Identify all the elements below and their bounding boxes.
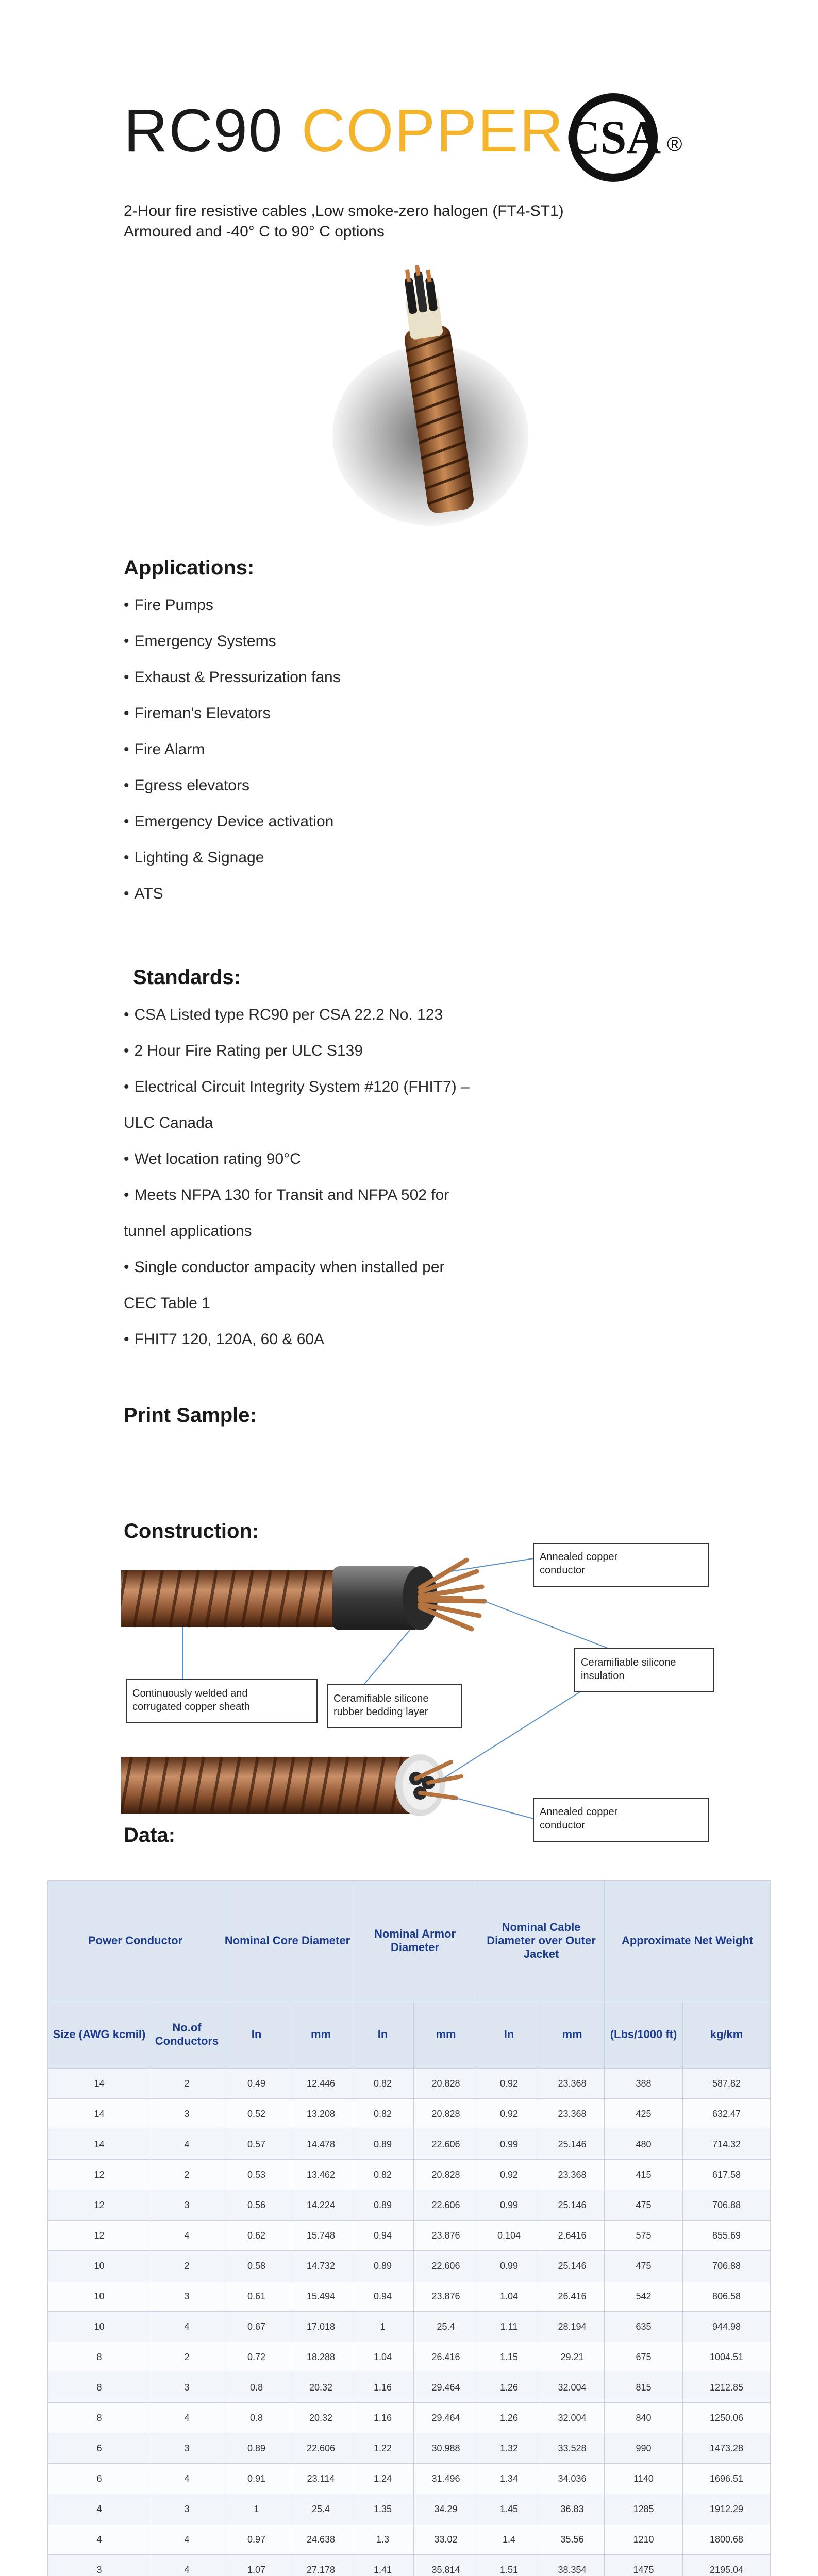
cell-cable-in: 0.99	[478, 2190, 540, 2221]
cell-size: 4	[48, 2494, 151, 2524]
cell-cable-in: 1.45	[478, 2494, 540, 2524]
cell-weight-kgkm: 617.58	[683, 2160, 771, 2190]
header-unit-mm: mm	[414, 2001, 478, 2069]
cell-weight-lbs: 635	[605, 2312, 683, 2342]
table-row	[48, 2342, 771, 2372]
callout-text: conductor	[540, 1565, 585, 1576]
cell-core-mm: 18.288	[290, 2342, 352, 2372]
header-power-conductor: Power Conductor	[48, 1881, 223, 2001]
cell-cable-in: 0.92	[478, 2069, 540, 2099]
cell-armor-in: 1.35	[352, 2494, 414, 2524]
cell-weight-kgkm: 1800.68	[683, 2524, 771, 2555]
cable-cutaway-upper	[121, 1560, 485, 1630]
cell-cable-in: 1.11	[478, 2312, 540, 2342]
product-subtitle	[124, 201, 564, 242]
cell-armor-in: 1.24	[352, 2464, 414, 2494]
cell-size: 14	[48, 2129, 151, 2160]
cell-weight-kgkm: 1004.51	[683, 2342, 771, 2372]
cell-cable-mm: 23.368	[540, 2069, 605, 2099]
cell-cable-in: 0.92	[478, 2099, 540, 2129]
cell-armor-mm: 22.606	[414, 2190, 478, 2221]
cell-core-in: 0.61	[223, 2281, 290, 2312]
list-item: • ATS	[124, 876, 341, 912]
callout-ceramifiable-insulation	[575, 1649, 714, 1692]
cell-core-in: 0.89	[223, 2433, 290, 2464]
cell-armor-mm: 31.496	[414, 2464, 478, 2494]
cell-weight-lbs: 388	[605, 2069, 683, 2099]
cell-weight-kgkm: 855.69	[683, 2221, 771, 2251]
table-row	[48, 2160, 771, 2190]
construction-heading: Construction:	[124, 1520, 259, 1543]
cell-weight-lbs: 1475	[605, 2555, 683, 2576]
cell-conductors: 4	[151, 2129, 223, 2160]
header-unit-mm: mm	[290, 2001, 352, 2069]
cell-core-mm: 12.446	[290, 2069, 352, 2099]
table-row	[48, 2129, 771, 2160]
cell-cable-in: 1.32	[478, 2433, 540, 2464]
cell-size: 6	[48, 2433, 151, 2464]
header-unit-kgkm: kg/km	[683, 2001, 771, 2069]
cell-armor-mm: 23.876	[414, 2221, 478, 2251]
cell-cable-mm: 23.368	[540, 2160, 605, 2190]
cell-weight-lbs: 990	[605, 2433, 683, 2464]
cell-conductors: 4	[151, 2403, 223, 2433]
standards-heading: Standards:	[133, 966, 241, 989]
cell-core-in: 0.67	[223, 2312, 290, 2342]
cell-weight-lbs: 480	[605, 2129, 683, 2160]
callout-text: conductor	[540, 1820, 585, 1831]
cell-weight-kgkm: 714.32	[683, 2129, 771, 2160]
list-item: • Wet location rating 90°C	[124, 1141, 470, 1177]
callout-text: insulation	[581, 1670, 625, 1682]
cell-armor-in: 0.94	[352, 2281, 414, 2312]
cell-armor-in: 1.3	[352, 2524, 414, 2555]
cell-cable-mm: 23.368	[540, 2099, 605, 2129]
cell-core-in: 0.97	[223, 2524, 290, 2555]
cell-weight-kgkm: 1912.29	[683, 2494, 771, 2524]
cell-conductors: 4	[151, 2221, 223, 2251]
cell-cable-in: 0.104	[478, 2221, 540, 2251]
cell-cable-mm: 2.6416	[540, 2221, 605, 2251]
list-item-continuation: ULC Canada	[124, 1114, 213, 1131]
callout-annealed-conductor-bottom	[533, 1798, 709, 1841]
cell-size: 10	[48, 2281, 151, 2312]
cell-size: 8	[48, 2372, 151, 2403]
cell-core-mm: 14.478	[290, 2129, 352, 2160]
subtitle-line-1: 2-Hour fire resistive cables ,Low smoke-zero halogen (FT4-ST1)	[124, 202, 564, 219]
page-title	[124, 97, 564, 165]
cell-weight-lbs: 475	[605, 2251, 683, 2281]
cell-armor-mm: 22.606	[414, 2251, 478, 2281]
cell-core-in: 1.07	[223, 2555, 290, 2576]
cell-armor-in: 0.94	[352, 2221, 414, 2251]
list-item: • Emergency Systems	[124, 623, 341, 659]
header-cable-diameter: Nominal Cable Diameter over Outer Jacket	[478, 1881, 605, 2001]
cell-weight-lbs: 840	[605, 2403, 683, 2433]
data-heading: Data:	[124, 1824, 176, 1846]
cell-conductors: 2	[151, 2160, 223, 2190]
cell-cable-mm: 29.21	[540, 2342, 605, 2372]
cell-cable-in: 1.34	[478, 2464, 540, 2494]
cell-weight-lbs: 425	[605, 2099, 683, 2129]
header-unit-mm: mm	[540, 2001, 605, 2069]
callout-text: Continuously welded and	[132, 1688, 248, 1699]
header-unit-in: In	[478, 2001, 540, 2069]
cell-cable-mm: 33.528	[540, 2433, 605, 2464]
standards-list	[124, 997, 470, 1358]
callout-text: Ceramifiable silicone	[333, 1693, 429, 1704]
cell-conductors: 4	[151, 2464, 223, 2494]
cell-cable-in: 1.26	[478, 2403, 540, 2433]
list-item: • Lighting & Signage	[124, 840, 341, 876]
callout-text: rubber bedding layer	[333, 1706, 428, 1718]
cell-weight-kgkm: 1212.85	[683, 2372, 771, 2403]
cell-core-in: 0.49	[223, 2069, 290, 2099]
cell-cable-mm: 32.004	[540, 2403, 605, 2433]
table-row	[48, 2251, 771, 2281]
header-net-weight: Approximate Net Weight	[605, 1881, 771, 2001]
cell-conductors: 3	[151, 2494, 223, 2524]
cell-weight-kgkm: 632.47	[683, 2099, 771, 2129]
list-item: • Exhaust & Pressurization fans	[124, 659, 341, 696]
cell-cable-mm: 35.56	[540, 2524, 605, 2555]
cell-conductors: 3	[151, 2372, 223, 2403]
table-row	[48, 2433, 771, 2464]
cell-core-in: 0.62	[223, 2221, 290, 2251]
cell-cable-in: 0.99	[478, 2129, 540, 2160]
cell-core-mm: 13.462	[290, 2160, 352, 2190]
cell-conductors: 2	[151, 2251, 223, 2281]
cell-core-in: 0.91	[223, 2464, 290, 2494]
table-row	[48, 2281, 771, 2312]
cell-armor-mm: 29.464	[414, 2372, 478, 2403]
cell-cable-mm: 34.036	[540, 2464, 605, 2494]
table-row	[48, 2099, 771, 2129]
cell-armor-mm: 20.828	[414, 2099, 478, 2129]
header-size: Size (AWG kcmil)	[48, 2001, 151, 2069]
cell-core-mm: 20.32	[290, 2372, 352, 2403]
cell-size: 14	[48, 2099, 151, 2129]
list-item: • 2 Hour Fire Rating per ULC S139	[124, 1033, 470, 1069]
cell-armor-in: 1.16	[352, 2372, 414, 2403]
cell-armor-mm: 25.4	[414, 2312, 478, 2342]
cell-cable-in: 1.51	[478, 2555, 540, 2576]
header-unit-lbs: (Lbs/1000 ft)	[605, 2001, 683, 2069]
cell-conductors: 4	[151, 2524, 223, 2555]
list-item: • CSA Listed type RC90 per CSA 22.2 No. 123	[124, 997, 470, 1033]
cable-product-photo	[330, 265, 531, 533]
cell-cable-mm: 32.004	[540, 2372, 605, 2403]
cell-conductors: 4	[151, 2555, 223, 2576]
cell-cable-in: 1.04	[478, 2281, 540, 2312]
table-body	[48, 2069, 771, 2576]
cable-cutaway-lower	[121, 1754, 461, 1816]
subtitle-line-2: Armoured and -40° C to 90° C options	[124, 223, 385, 240]
cell-conductors: 3	[151, 2099, 223, 2129]
registered-mark: ®	[667, 133, 682, 156]
cell-core-in: 0.56	[223, 2190, 290, 2221]
cell-weight-lbs: 475	[605, 2190, 683, 2221]
cell-weight-kgkm: 1696.51	[683, 2464, 771, 2494]
cell-weight-kgkm: 806.58	[683, 2281, 771, 2312]
cell-armor-mm: 35.814	[414, 2555, 478, 2576]
list-item: • Emergency Device activation	[124, 804, 341, 840]
cell-weight-kgkm: 1473.28	[683, 2433, 771, 2464]
list-item: • Fireman's Elevators	[124, 696, 341, 732]
cell-conductors: 4	[151, 2312, 223, 2342]
cell-core-mm: 13.208	[290, 2099, 352, 2129]
cell-armor-mm: 29.464	[414, 2403, 478, 2433]
cell-weight-kgkm: 706.88	[683, 2190, 771, 2221]
cell-size: 3	[48, 2555, 151, 2576]
callout-copper-sheath	[126, 1680, 317, 1723]
cell-cable-mm: 28.194	[540, 2312, 605, 2342]
cell-size: 4	[48, 2524, 151, 2555]
cell-armor-mm: 34.29	[414, 2494, 478, 2524]
cell-cable-mm: 25.146	[540, 2129, 605, 2160]
cell-core-in: 0.8	[223, 2403, 290, 2433]
cell-core-mm: 14.732	[290, 2251, 352, 2281]
cell-size: 6	[48, 2464, 151, 2494]
cell-weight-kgkm: 706.88	[683, 2251, 771, 2281]
table-row	[48, 2555, 771, 2576]
cell-armor-in: 0.82	[352, 2099, 414, 2129]
cell-cable-in: 1.15	[478, 2342, 540, 2372]
cell-conductors: 3	[151, 2190, 223, 2221]
cell-core-mm: 24.638	[290, 2524, 352, 2555]
cell-cable-mm: 38.354	[540, 2555, 605, 2576]
cell-armor-mm: 26.416	[414, 2342, 478, 2372]
cell-armor-mm: 30.988	[414, 2433, 478, 2464]
cell-core-in: 0.53	[223, 2160, 290, 2190]
cell-size: 12	[48, 2160, 151, 2190]
callout-text: corrugated copper sheath	[132, 1701, 250, 1713]
cell-weight-lbs: 542	[605, 2281, 683, 2312]
list-item: • Meets NFPA 130 for Transit and NFPA 502 for	[124, 1177, 470, 1213]
cell-core-mm: 25.4	[290, 2494, 352, 2524]
table-row	[48, 2069, 771, 2099]
cell-core-mm: 15.494	[290, 2281, 352, 2312]
cell-size: 12	[48, 2190, 151, 2221]
callout-text: Annealed copper	[540, 1551, 618, 1563]
cell-weight-lbs: 1210	[605, 2524, 683, 2555]
cell-weight-lbs: 575	[605, 2221, 683, 2251]
list-item: • Egress elevators	[124, 768, 341, 804]
cable-data-table	[47, 1880, 770, 2576]
table-row	[48, 2372, 771, 2403]
cell-armor-in: 0.89	[352, 2190, 414, 2221]
header-unit-in: In	[352, 2001, 414, 2069]
cell-armor-in: 0.82	[352, 2160, 414, 2190]
cell-cable-in: 0.99	[478, 2251, 540, 2281]
cell-weight-lbs: 415	[605, 2160, 683, 2190]
cell-conductors: 3	[151, 2281, 223, 2312]
list-item: • Fire Alarm	[124, 732, 341, 768]
applications-list	[124, 587, 341, 912]
cell-cable-in: 1.26	[478, 2372, 540, 2403]
list-item: • FHIT7 120, 120A, 60 & 60A	[124, 1321, 470, 1358]
callout-text: Annealed copper	[540, 1806, 618, 1818]
callout-annealed-conductor-top	[533, 1543, 709, 1586]
cell-weight-kgkm: 944.98	[683, 2312, 771, 2342]
header-core-diameter: Nominal Core Diameter	[223, 1881, 352, 2001]
cell-weight-lbs: 1285	[605, 2494, 683, 2524]
cell-core-in: 0.8	[223, 2372, 290, 2403]
cell-weight-kgkm: 587.82	[683, 2069, 771, 2099]
cell-armor-in: 1.22	[352, 2433, 414, 2464]
cell-armor-in: 1.04	[352, 2342, 414, 2372]
cell-armor-mm: 20.828	[414, 2160, 478, 2190]
cell-cable-mm: 25.146	[540, 2190, 605, 2221]
cell-core-mm: 27.178	[290, 2555, 352, 2576]
csa-logo	[566, 90, 690, 183]
list-item-continuation: CEC Table 1	[124, 1295, 210, 1312]
cell-core-in: 0.72	[223, 2342, 290, 2372]
cell-size: 8	[48, 2403, 151, 2433]
cell-armor-in: 1.16	[352, 2403, 414, 2433]
cell-cable-in: 1.4	[478, 2524, 540, 2555]
cell-conductors: 3	[151, 2433, 223, 2464]
table-row	[48, 2221, 771, 2251]
cell-core-mm: 17.018	[290, 2312, 352, 2342]
cell-core-in: 0.52	[223, 2099, 290, 2129]
table-row	[48, 2494, 771, 2524]
cell-weight-lbs: 1140	[605, 2464, 683, 2494]
print-sample-heading: Print Sample:	[124, 1404, 257, 1427]
cell-cable-mm: 25.146	[540, 2251, 605, 2281]
table-row	[48, 2403, 771, 2433]
title-copper: COPPER	[301, 97, 564, 165]
cell-weight-lbs: 675	[605, 2342, 683, 2372]
list-item: • Single conductor ampacity when installed per	[124, 1249, 470, 1285]
table-row	[48, 2524, 771, 2555]
cell-armor-in: 1	[352, 2312, 414, 2342]
cell-armor-in: 0.82	[352, 2069, 414, 2099]
list-item-continuation: tunnel applications	[124, 1223, 252, 1240]
cell-armor-in: 0.89	[352, 2129, 414, 2160]
cell-size: 10	[48, 2251, 151, 2281]
title-rc90: RC90	[124, 97, 283, 165]
cell-cable-mm: 36.83	[540, 2494, 605, 2524]
cell-armor-mm: 33.02	[414, 2524, 478, 2555]
header-armor-diameter: Nominal Armor Diameter	[352, 1881, 478, 2001]
cell-core-mm: 14.224	[290, 2190, 352, 2221]
table-row	[48, 2464, 771, 2494]
table-row	[48, 2312, 771, 2342]
callout-text: Ceramifiable silicone	[581, 1657, 676, 1668]
cell-weight-lbs: 815	[605, 2372, 683, 2403]
cell-cable-mm: 26.416	[540, 2281, 605, 2312]
csa-logo-text: CSA	[566, 111, 661, 163]
cell-weight-kgkm: 1250.06	[683, 2403, 771, 2433]
cell-cable-in: 0.92	[478, 2160, 540, 2190]
cell-weight-kgkm: 2195.04	[683, 2555, 771, 2576]
cell-size: 12	[48, 2221, 151, 2251]
cell-armor-in: 0.89	[352, 2251, 414, 2281]
construction-diagram	[121, 1540, 719, 1875]
cell-armor-in: 1.41	[352, 2555, 414, 2576]
cell-conductors: 2	[151, 2342, 223, 2372]
cell-core-mm: 23.114	[290, 2464, 352, 2494]
cell-size: 8	[48, 2342, 151, 2372]
header-no-conductors: No.of Conductors	[151, 2001, 223, 2069]
cell-core-mm: 15.748	[290, 2221, 352, 2251]
table-row	[48, 2190, 771, 2221]
cell-size: 14	[48, 2069, 151, 2099]
applications-heading: Applications:	[124, 556, 255, 579]
list-item: • Fire Pumps	[124, 587, 341, 623]
cell-armor-mm: 20.828	[414, 2069, 478, 2099]
cell-core-in: 0.58	[223, 2251, 290, 2281]
cell-size: 10	[48, 2312, 151, 2342]
cell-core-in: 0.57	[223, 2129, 290, 2160]
cell-core-mm: 20.32	[290, 2403, 352, 2433]
cell-core-mm: 22.606	[290, 2433, 352, 2464]
list-item: • Electrical Circuit Integrity System #120 (FHIT7) –	[124, 1069, 470, 1105]
cell-core-in: 1	[223, 2494, 290, 2524]
cell-armor-mm: 22.606	[414, 2129, 478, 2160]
cell-armor-mm: 23.876	[414, 2281, 478, 2312]
cell-conductors: 2	[151, 2069, 223, 2099]
callout-bedding-layer	[327, 1685, 461, 1728]
header-unit-in: In	[223, 2001, 290, 2069]
